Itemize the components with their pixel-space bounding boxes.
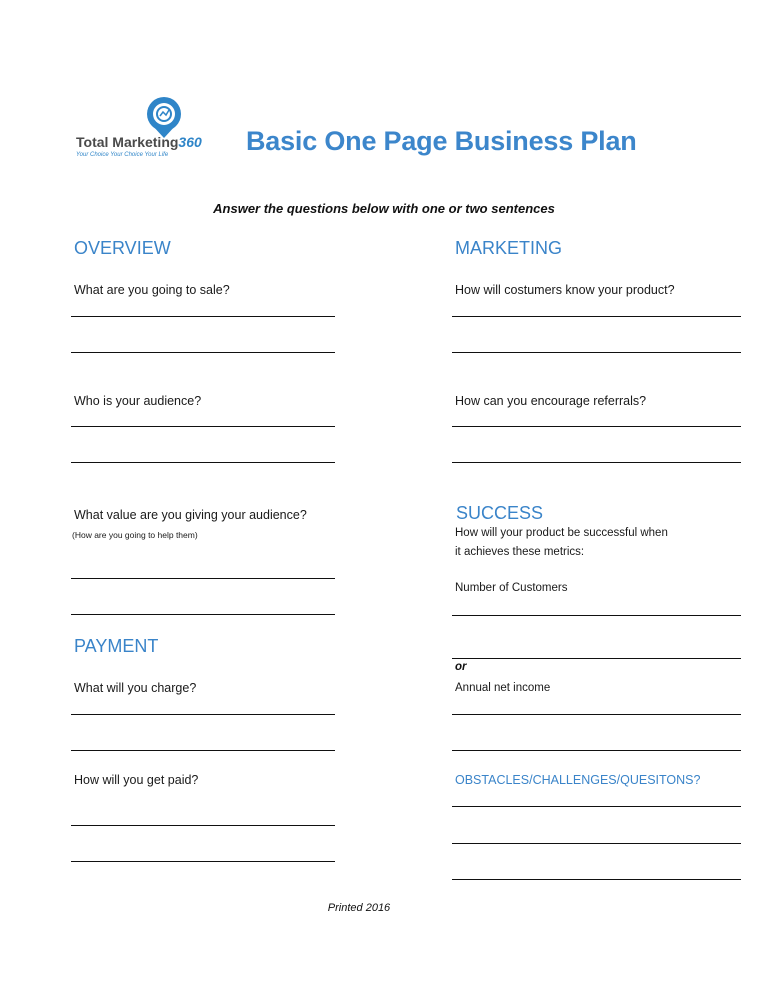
answer-line[interactable] [452,750,741,751]
printed-date: Printed 2016 [327,902,391,914]
success-metric-customers: Number of Customers [455,582,568,594]
answer-line[interactable] [71,825,335,826]
success-or: or [455,661,467,673]
answer-line[interactable] [71,578,335,579]
answer-line[interactable] [452,462,741,463]
answer-line[interactable] [452,714,741,715]
payment-question-paid: How will you get paid? [74,773,199,787]
logo-brand [76,134,202,150]
answer-line[interactable] [452,426,741,427]
obstacles-heading: OBSTACLES/CHALLENGES/QUESITONS? [455,773,701,787]
marketing-question-referrals: How can you encourage referrals? [455,394,647,408]
success-question-line1: How will your product be successful when [455,527,668,539]
payment-question-charge: What will you charge? [74,681,197,695]
overview-question-value-note: (How are you going to help them) [72,530,198,540]
answer-line[interactable] [452,879,741,880]
answer-line[interactable] [71,462,335,463]
page-title: Basic One Page Business Plan [246,126,637,156]
success-metric-income: Annual net income [455,682,551,694]
answer-line[interactable] [71,750,335,751]
answer-line[interactable] [71,614,335,615]
answer-line[interactable] [452,843,741,844]
instructions: Answer the questions below with one or two sentences [213,201,555,216]
overview-heading: OVERVIEW [74,238,171,258]
logo-number: 360 [178,134,202,150]
logo-brand-text: Total Marketing [76,134,179,150]
answer-line[interactable] [71,316,335,317]
marketing-heading: MARKETING [455,238,563,258]
answer-line[interactable] [71,352,335,353]
answer-line[interactable] [452,658,741,659]
payment-heading: PAYMENT [74,636,159,656]
overview-question-value: What value are you giving your audience? [74,508,307,522]
overview-question-audience: Who is your audience? [74,394,202,408]
marketing-question-know: How will costumers know your product? [455,283,675,297]
answer-line[interactable] [452,316,741,317]
overview-question-sale: What are you going to sale? [74,283,230,297]
logo-tagline: Your Choice Your Choice Your Life [76,152,169,158]
answer-line[interactable] [452,806,741,807]
answer-line[interactable] [71,714,335,715]
answer-line[interactable] [71,426,335,427]
answer-line[interactable] [452,352,741,353]
success-heading: SUCCESS [456,503,544,523]
answer-line[interactable] [71,861,335,862]
answer-line[interactable] [452,615,741,616]
success-question-line2: it achieves these metrics: [455,546,585,558]
